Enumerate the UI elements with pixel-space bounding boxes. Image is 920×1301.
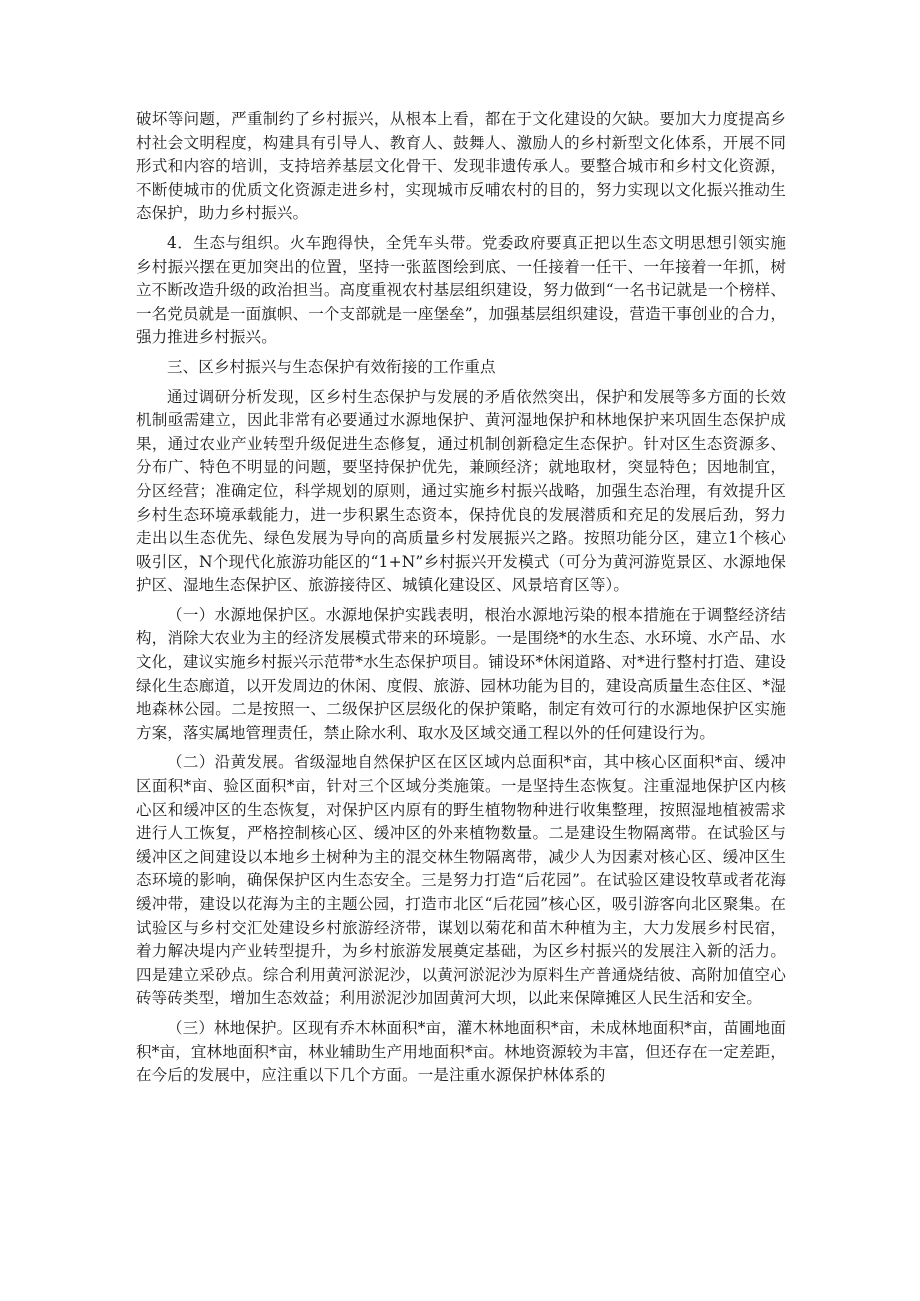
- section-heading-work-focus: 三、区乡村振兴与生态保护有效衔接的工作重点: [167, 357, 496, 376]
- paragraph-survey-analysis: 通过调研分析发现，区乡村生态保护与发展的矛盾依然突出，保护和发展等多方面的长效机制亟需建立，因此非常有必要通过水源地保护、黄河湿地保护和林地保护来巩固生态保护成果，通过农业产业转型升级促进生态修复，通过机制创新稳定生态保护。针对区生态资源多、分布广、特色不明显的问题，要坚持保护优先，兼顾经济；就地取材，突显特色；因地制宜，分区经营；准确定位，科学规划的原则，通过实施乡村振兴战略，加强生态治理，有效提升区乡村生态环境承载能力，进一步积累生态资本，保持优良的发展潜质和充足的发展后劲，努力走出以生态优先、绿色发展为导向的高质量乡村发展振兴之路。按照功能分区，建立1个核心吸引区，N个现代化旅游功能区的“1+N”乡村振兴开发模式（可分为黄河游览景区、水源地保护区、湿地生态保护区、旅游接待区、城镇化建设区、风景培育区等）。: [136, 387, 786, 595]
- paragraph-forest-protection: （三）林地保护。区现有乔木林面积*亩，灌木林地面积*亩，未成林地面积*亩，苗圃地面积*亩，宜林地面积*亩，林业辅助生产用地面积*亩。林地资源较为丰富，但还存在一定差距，在今后的发展中，应注重以下几个方面。一是注重水源保护林体系的: [136, 1018, 786, 1085]
- paragraph-culture-continued: 破坏等问题，严重制约了乡村振兴，从根本上看，都在于文化建设的欠缺。要加大力度提高乡村社会文明程度，构建具有引导人、教育人、鼓舞人、激励人的乡村新型文化体系，开展不同形式和内容的培训，支持培养基层文化骨干、发现非遗传承人。要整合城市和乡村文化资源，不断使城市的优质文化资源走进乡村，实现城市反哺农村的目的，努力实现以文化振兴推动生态保护，助力乡村振兴。: [136, 110, 786, 223]
- paragraph-yellow-river-development: （二）沿黄发展。省级湿地自然保护区在区区域内总面积*亩，其中核心区面积*亩、缓冲区面积*亩、验区面积*亩，针对三个区域分类施策。一是坚持生态恢复。注重湿地保护区内核心区和缓冲区的生态恢复，对保护区内原有的野生植物物种进行收集整理，按照湿地植被需求进行人工恢复，严格控制核心区、缓冲区的外来植物数量。二是建设生物隔离带。在试验区与缓冲区之间建设以本地乡土树种为主的混交林生物隔离带，减少人为因素对核心区、缓冲区生态环境的影响，确保保护区内生态安全。三是努力打造“后花园”。在试验区建设牧草或者花海缓冲带，建设以花海为主的主题公园，打造市北区“后花园”核心区，吸引游客向北区聚集。在试验区与乡村交汇处建设乡村旅游经济带，谋划以菊花和苗木种植为主，大力发展乡村民宿，着力解决堤内产业转型提升，为乡村旅游发展奠定基础，为区乡村振兴的发展注入新的活力。四是建立采砂点。综合利用黄河淤泥沙，以黄河淤泥沙为原料生产普通烧结彼、高附加值空心砖等砖类型，增加生态效益；利用淤泥沙加固黄河大坝，以此来保障摊区人民生活和安全。: [136, 753, 786, 1008]
- document-page: [136, 108, 786, 1094]
- paragraph-ecology-organization: 4．生态与组织。火车跑得快，全凭车头带。党委政府要真正把以生态文明思想引领实施乡村振兴摆在更加突出的位置，坚持一张蓝图绘到底、一任接着一任干、一年接着一年抓，树立不断改造升级的政治担当。高度重视农村基层组织建设，努力做到“一名书记就是一个榜样、一名党员就是一面旗帜、一个支部就是一座堡垒”，加强基层组织建设，营造干事创业的合力，强力推进乡村振兴。: [136, 233, 786, 347]
- paragraph-water-source-protection: （一）水源地保护区。水源地保护实践表明，根治水源地污染的根本措施在于调整经济结构，消除大农业为主的经济发展模式带来的环境影。一是围绕*的水生态、水环境、水产品、水文化，建议实施乡村振兴示范带*水生态保护项目。铺设环*休闲道路、对*进行整村打造、建设绿化生态廊道，以开发周边的休闲、度假、旅游、园林功能为目的，建设高质量生态住区、*湿地森林公园。二是按照一、二级保护区层级化的保护策略，制定有效可行的水源地保护区实施方案，落实属地管理责任，禁止除水利、取水及区域交通工程以外的任何建设行为。: [136, 605, 786, 742]
